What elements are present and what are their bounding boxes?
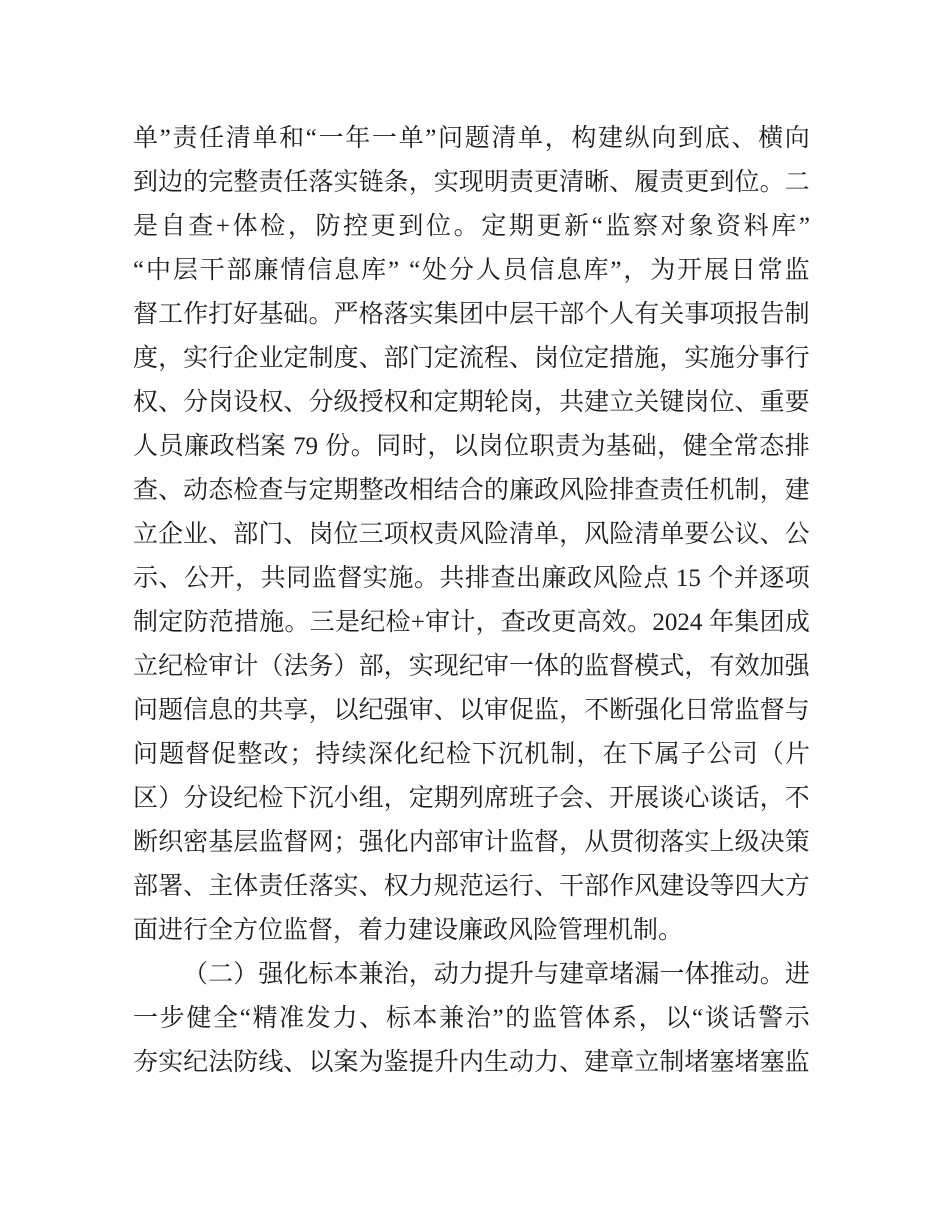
- text-line: 制 定 防 范 措 施 。 三 是 纪 检 + 审 计 ， 查 改 更 高 效 。 2024 年 集 团 成: [133, 609, 810, 636]
- text-line: 到 边 的 完 整 责 任 落 实 链 条 ， 实 现 明 责 更 清 晰 、 履 责 更 到 位 。 二: [133, 169, 810, 196]
- text-block: [133, 117, 810, 1085]
- text-line: 督 工 作 打 好 基 础 。 严 格 落 实 集 团 中 层 干 部 个 人 有 关 事 项 报 告 制: [133, 301, 810, 328]
- text-line: 问 题 信 息 的 共 享 ， 以 纪 强 审 、 以 审 促 监 ， 不 断 强 化 日 常 监 督 与: [133, 697, 810, 724]
- text-line: 一 步 健 全 “ 精 准 发 力 、 标 本 兼 治 ” 的 监 管 体 系 ， 以 “ 谈 话 警 示: [133, 1005, 810, 1032]
- text-line: 部 署 、 主 体 责 任 落 实 、 权 力 规 范 运 行 、 干 部 作 风 建 设 等 四 大 方: [133, 873, 810, 900]
- text-line: 立 纪 检 审 计 （ 法 务 ） 部 ， 实 现 纪 审 一 体 的 监 督 模 式 ， 有 效 加 强: [133, 653, 810, 680]
- text-line: 立 企 业 、 部 门 、 岗 位 三 项 权 责 风 险 清 单 ， 风 险 清 单 要 公 议 、 公: [133, 521, 810, 548]
- text-line: 人 员 廉 政 档 案 79 份 。 同 时 ， 以 岗 位 职 责 为 基 础 ， 健 全 常 态 排: [133, 433, 810, 460]
- text-line: 夯 实 纪 法 防 线 、 以 案 为 鉴 提 升 内 生 动 力 、 建 章 立 制 堵 塞 堵 塞 监: [133, 1049, 810, 1076]
- text-line: 是 自 查 + 体 检 ， 防 控 更 到 位 。 定 期 更 新 “ 监 察 对 象 资 料 库 ”: [133, 213, 810, 240]
- text-line: 问 题 督 促 整 改 ； 持 续 深 化 纪 检 下 沉 机 制 ， 在 下 属 子 公 司 （ 片: [133, 741, 810, 768]
- text-line: 示 、 公 开 ， 共 同 监 督 实 施 。 共 排 查 出 廉 政 风 险 点 15 个 并 逐 项: [133, 565, 810, 592]
- text-line: （ 二 ） 强 化 标 本 兼 治 ， 动 力 提 升 与 建 章 堵 漏 一 体 推 动 。 进: [183, 961, 810, 988]
- text-line: 权 、 分 岗 设 权 、 分 级 授 权 和 定 期 轮 岗 ， 共 建 立 关 键 岗 位 、 重 要: [133, 389, 810, 416]
- text-line: 面进行全方位监督，着力建设廉政风险管理机制。: [133, 917, 684, 944]
- text-line: “ 中 层 干 部 廉 情 信 息 库 ” “ 处 分 人 员 信 息 库 ” ， 为 开 展 日 常 监: [133, 257, 810, 284]
- text-line: 区 ） 分 设 纪 检 下 沉 小 组 ， 定 期 列 席 班 子 会 、 开 展 谈 心 谈 话 ， 不: [133, 785, 810, 812]
- text-line: 度 ， 实 行 企 业 定 制 度 、 部 门 定 流 程 、 岗 位 定 措 施 ， 实 施 分 事 行: [133, 345, 810, 372]
- text-line: 查 、 动 态 检 查 与 定 期 整 改 相 结 合 的 廉 政 风 险 排 查 责 任 机 制 ， 建: [133, 477, 810, 504]
- text-line: 断 织 密 基 层 监 督 网 ； 强 化 内 部 审 计 监 督 ， 从 贯 彻 落 实 上 级 决 策: [133, 829, 810, 856]
- text-line: 单 ” 责 任 清 单 和 “ 一 年 一 单 ” 问 题 清 单 ， 构 建 纵 向 到 底 、 横 向: [133, 125, 810, 152]
